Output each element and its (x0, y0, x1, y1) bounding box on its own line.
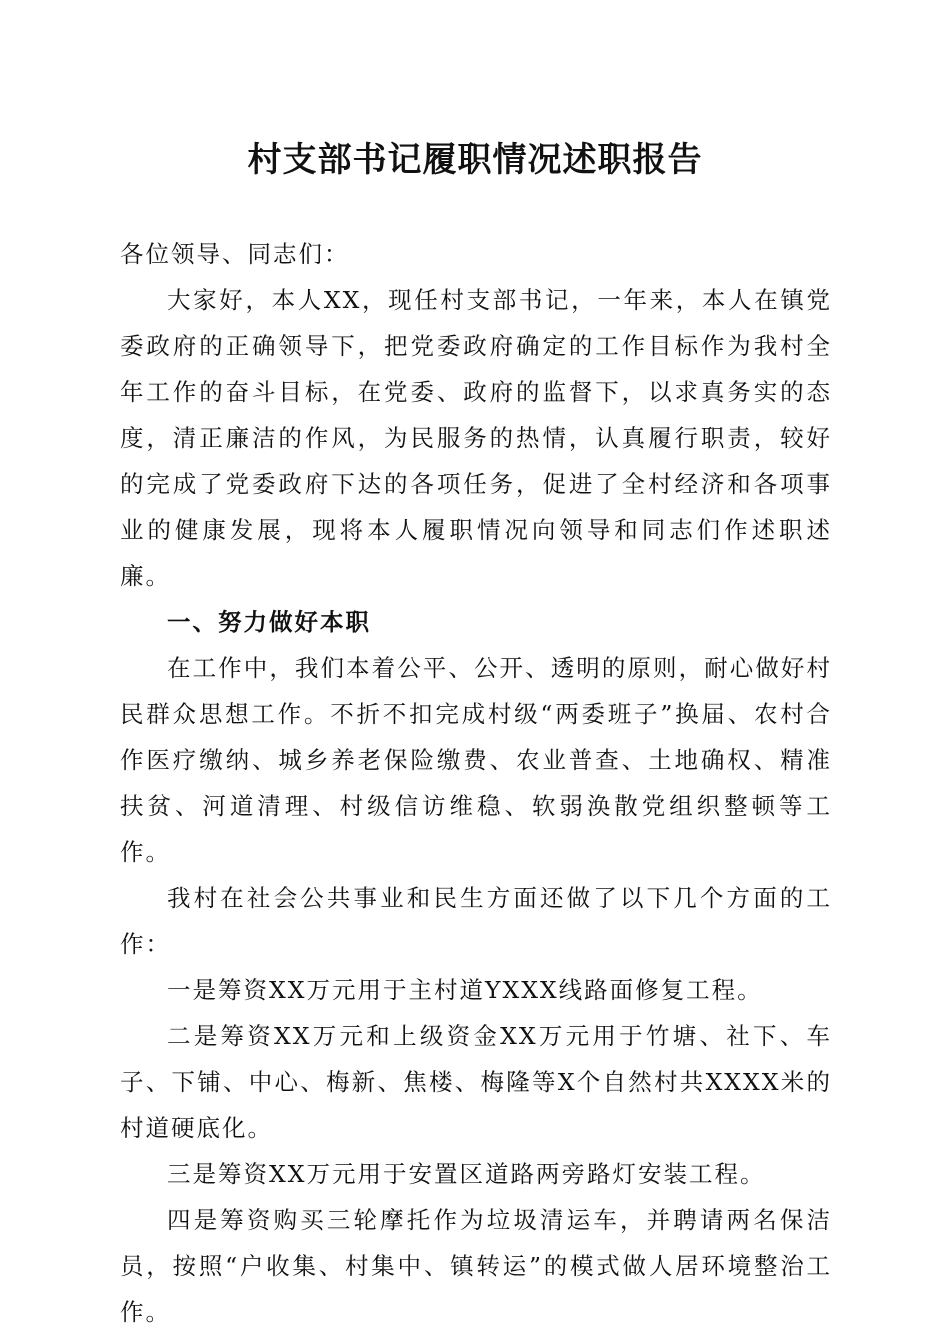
list-item-1: 一是筹资XX万元用于主村道YXXX线路面修复工程。 (167, 976, 763, 1004)
document-title: 村支部书记履职情况述职报告 (247, 140, 703, 180)
paragraph-public-affairs: 我村在社会公共事业和民生方面还做了以下几个方面的工作： (120, 884, 832, 958)
list-item-2: 二是筹资XX万元和上级资金XX万元用于竹塘、社下、车子、下铺、中心、梅新、焦楼、梅隆等X个自然村共XXXX米的村道硬底化。 (120, 1022, 832, 1142)
list-item-4: 四是筹资购买三轮摩托作为垃圾清运车，并聘请两名保洁员，按照“户收集、村集中、镇转运”的模式做人居环境整治工作。 (120, 1206, 832, 1326)
document-body (120, 231, 832, 1335)
paragraph-work: 在工作中，我们本着公平、公开、透明的原则，耐心做好村民群众思想工作。不折不扣完成村级“两委班子”换届、农村合作医疗缴纳、城乡养老保险缴费、农业普查、土地确权、精准扶贫、河道清理、村级信访维稳、软弱涣散党组织整顿等工作。 (120, 654, 832, 866)
paragraph-intro: 大家好，本人XX，现任村支部书记，一年来，本人在镇党委政府的正确领导下，把党委政府确定的工作目标作为我村全年工作的奋斗目标，在党委、政府的监督下，以求真务实的态度，清正廉洁的作风，为民服务的热情，认真履行职责，较好的完成了党委政府下达的各项任务，促进了全村经济和各项事业的健康发展，现将本人履职情况向领导和同志们作述职述廉。 (120, 286, 832, 590)
salutation: 各位领导、同志们： (120, 240, 350, 268)
section-heading: 一、努力做好本职 (167, 608, 371, 636)
list-item-3: 三是筹资XX万元用于安置区道路两旁路灯安装工程。 (167, 1160, 766, 1188)
